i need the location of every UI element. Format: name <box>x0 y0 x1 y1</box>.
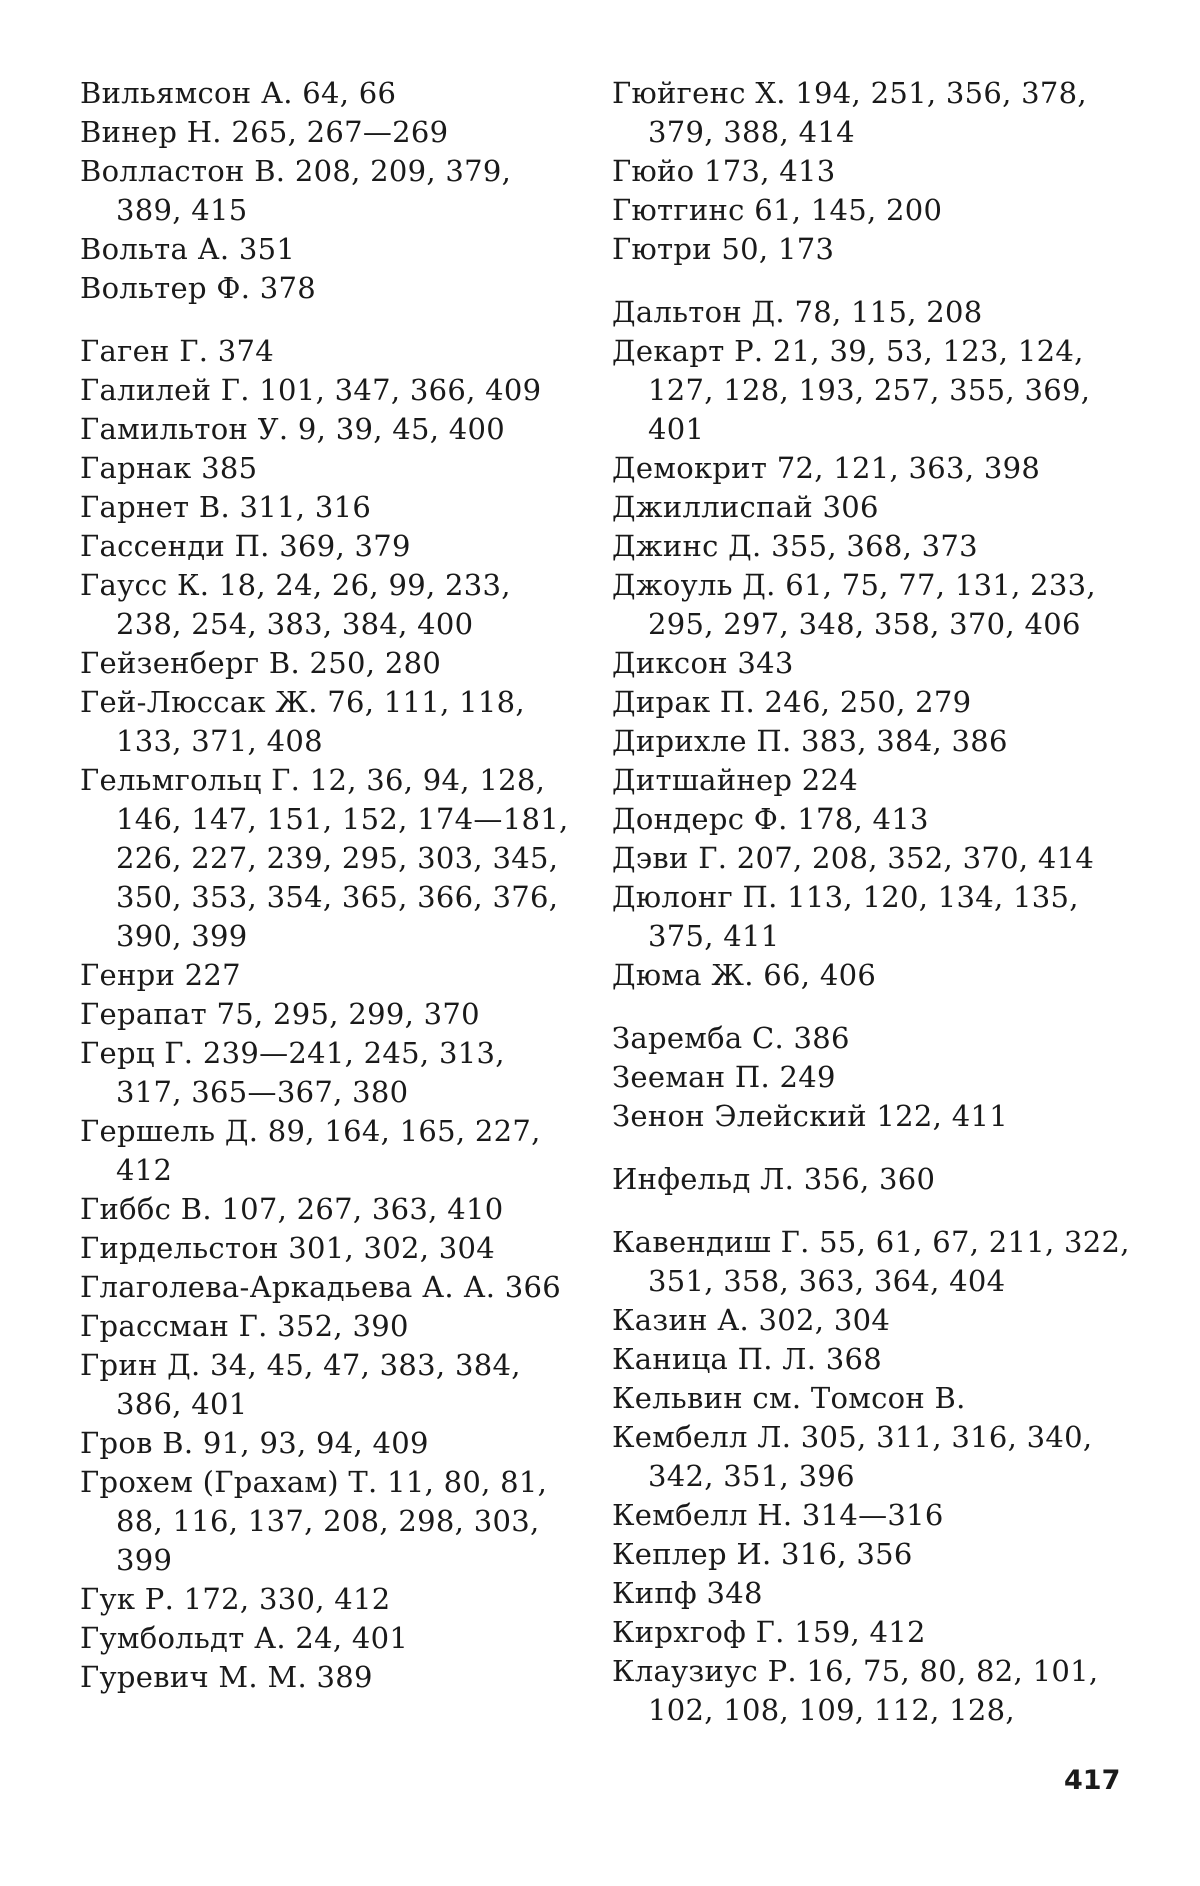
index-entry: Декарт Р. 21, 39, 53, 123, 124, 127, 128, 193, 257, 355, 369, 401 <box>612 334 1091 446</box>
index-entry: Галилей Г. 101, 347, 366, 409 <box>80 373 542 407</box>
index-entry: Гук Р. 172, 330, 412 <box>80 1582 391 1616</box>
index-entry: Генри 227 <box>80 958 241 992</box>
index-entry: Грин Д. 34, 45, 47, 383, 384, 386, 401 <box>80 1348 521 1421</box>
index-entry: Гюйо 173, 413 <box>612 154 836 188</box>
index-entry: Дэви Г. 207, 208, 352, 370, 414 <box>612 841 1095 875</box>
index-entry: Дальтон Д. 78, 115, 208 <box>612 295 983 329</box>
index-entry: Гуревич М. М. 389 <box>80 1660 373 1694</box>
index-entry: Гаусс К. 18, 24, 26, 99, 233, 238, 254, 383, 384, 400 <box>80 568 511 641</box>
index-entry: Кавендиш Г. 55, 61, 67, 211, 322, 351, 358, 363, 364, 404 <box>612 1225 1130 1298</box>
index-entry: Гиббс В. 107, 267, 363, 410 <box>80 1192 504 1226</box>
index-entry: Кембелл Л. 305, 311, 316, 340, 342, 351, 396 <box>612 1420 1093 1493</box>
index-entry: Герапат 75, 295, 299, 370 <box>80 997 480 1031</box>
index-entry: Глаголева-Аркадьева А. А. 366 <box>80 1270 561 1304</box>
index-entry: Гейзенберг В. 250, 280 <box>80 646 442 680</box>
index-entry: Каница П. Л. 368 <box>612 1342 883 1376</box>
index-entry: Джинс Д. 355, 368, 373 <box>612 529 978 563</box>
index-entry: Гарнет В. 311, 316 <box>80 490 372 524</box>
index-entry: Гей-Люссак Ж. 76, 111, 118, 133, 371, 408 <box>80 685 525 758</box>
index-entry: Диксон 343 <box>612 646 794 680</box>
index-entry: Кеплер И. 316, 356 <box>612 1537 913 1571</box>
index-entry: Дюма Ж. 66, 406 <box>612 958 877 992</box>
index-entry: Дирихле П. 383, 384, 386 <box>612 724 1008 758</box>
index-entry: Дирак П. 246, 250, 279 <box>612 685 972 719</box>
index-entry: Дондерс Ф. 178, 413 <box>612 802 929 836</box>
index-entry: Кембелл Н. 314—316 <box>612 1498 944 1532</box>
index-entry: Демокрит 72, 121, 363, 398 <box>612 451 1041 485</box>
index-entry: Герц Г. 239—241, 245, 313, 317, 365—367, 380 <box>80 1036 505 1109</box>
index-column-right <box>612 74 1132 1730</box>
index-column-left <box>80 74 580 1697</box>
index-entry: Гров В. 91, 93, 94, 409 <box>80 1426 429 1460</box>
page-number: 417 <box>1064 1765 1121 1796</box>
index-entry: Вильямсон А. 64, 66 <box>80 76 397 110</box>
index-entry: Винер Н. 265, 267—269 <box>80 115 449 149</box>
index-entry: Вольтер Ф. 378 <box>80 271 317 305</box>
index-entry: Гютгинс 61, 145, 200 <box>612 193 943 227</box>
index-entry: Гарнак 385 <box>80 451 258 485</box>
index-entry: Кельвин см. Томсон В. <box>612 1381 966 1415</box>
index-entry: Дюлонг П. 113, 120, 134, 135, 375, 411 <box>612 880 1079 953</box>
index-entry: Кирхгоф Г. 159, 412 <box>612 1615 926 1649</box>
index-entry: Грассман Г. 352, 390 <box>80 1309 409 1343</box>
index-entry: Вольта А. 351 <box>80 232 296 266</box>
index-entry: Гельмгольц Г. 12, 36, 94, 128, 146, 147, 151, 152, 174—181, 226, 227, 239, 295, 303, 345, 350, 353, 354, 365, 366, 376, 390, 399 <box>80 763 569 953</box>
index-entry: Гумбольдт А. 24, 401 <box>80 1621 409 1655</box>
index-entry: Заремба С. 386 <box>612 1021 850 1055</box>
index-entry: Грохем (Грахам) Т. 11, 80, 81, 88, 116, 137, 208, 298, 303, 399 <box>80 1465 548 1577</box>
index-entry: Дитшайнер 224 <box>612 763 859 797</box>
index-entry: Гюйгенс Х. 194, 251, 356, 378, 379, 388, 414 <box>612 76 1087 149</box>
index-entry: Зееман П. 249 <box>612 1060 836 1094</box>
index-entry: Клаузиус Р. 16, 75, 80, 82, 101, 102, 108, 109, 112, 128, <box>612 1654 1099 1727</box>
index-entry: Гирдельстон 301, 302, 304 <box>80 1231 496 1265</box>
index-entry: Джиллиспай 306 <box>612 490 879 524</box>
index-entry: Казин А. 302, 304 <box>612 1303 891 1337</box>
index-entry: Гамильтон У. 9, 39, 45, 400 <box>80 412 506 446</box>
index-entry: Волластон В. 208, 209, 379, 389, 415 <box>80 154 512 227</box>
index-entry: Гассенди П. 369, 379 <box>80 529 411 563</box>
index-entry: Гаген Г. 374 <box>80 334 274 368</box>
index-entry: Инфельд Л. 356, 360 <box>612 1162 936 1196</box>
index-entry: Гютри 50, 173 <box>612 232 835 266</box>
index-entry: Зенон Элейский 122, 411 <box>612 1099 1008 1133</box>
index-entry: Кипф 348 <box>612 1576 763 1610</box>
index-entry: Гершель Д. 89, 164, 165, 227, 412 <box>80 1114 541 1187</box>
index-entry: Джоуль Д. 61, 75, 77, 131, 233, 295, 297, 348, 358, 370, 406 <box>612 568 1096 641</box>
